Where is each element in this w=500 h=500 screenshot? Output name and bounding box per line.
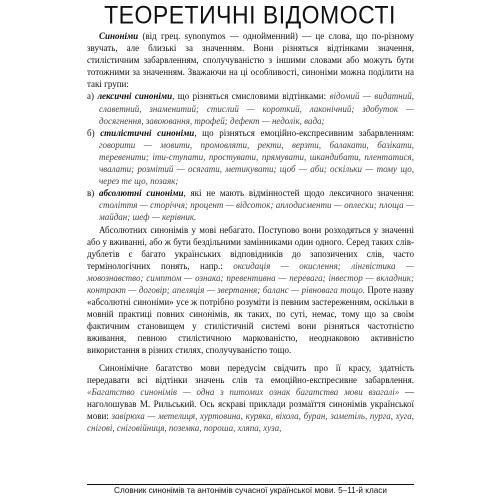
text-body [87,30,414,434]
group-text: , що різняться емоційно-експресивним забарвленням: [194,127,414,138]
group-term: лексичні синоніми [97,91,173,102]
group-lexical [87,90,414,126]
group-text: , які не мають відмінностей щодо лексичного значення: [183,188,414,199]
group-marker: б) [87,127,101,138]
group-examples: говорити — мовити, промовляти, ректи, верзти, балакати, базікати, теревенити; іти-ступати, простувати, прямувати, шкандибати, плентатися, чвалати; розмітий — осягати, метикувати; щоб — аби; оскільки — тому що, через те що, позаяк; [99,139,414,187]
group-examples: відомий — видатний, славетний, знаменитий; стислий — короткий, лаконічний; здобуток — досягнення, завоювання, трофей; дефект — недолік, вада; [99,91,414,126]
group-term: абсолютні синоніми [99,188,184,199]
group-term: стилістичні синоніми [100,127,195,138]
rylsky-quote: «Багатство синонімів — одна з питомих ознак багатства мови взагалі» [87,386,400,397]
absolute-paragraph [87,224,414,357]
absolute-examples: оксидація — окислення; лінгвістика — мовознавство; симптом — ознака; превентивна — перевага; інвестор — вкладник; контракт — договір; апеляція — звертання; баланс — рівновага тощо. [87,260,414,295]
absolute-tail: Проте назву «абсолютні синоніми» усе ж потрібно розуміти із певним застереженням, оскільки в мовній практиці повних синонімів, як таких, по суті, немає, тому що за своїм фактичним становищем у стилістичній системі вони різняться частотністю вживання, певною стилістичною маркованістю, неоднаковою активністю використання в різних стилях, сполучуваністю тощо. [87,284,414,356]
richness-mid: — наголошував М. Рильський. Ось яскраві приклади розмаїття синонімів української мови: [87,386,415,421]
page-footer: Словник синонімів та антонімів сучасної української мови. 5–11-й класи [114,486,387,495]
term-synonyms: Синоніми [99,31,139,41]
group-text: , що різняться смисловими відтінками: [172,91,330,102]
page-title: ТЕОРЕТИЧНІ ВІДОМОСТІ [104,0,396,30]
absolute-text: Абсолютних синонімів у мові небагато. Поступово вони розходяться у значенні або у вживанні, або ж бути бездільними замінниками один одного. Серед таких слів-дублетів є багато українських відповідників до запозичених слів, часто термінологічних понять, напр.: [87,224,414,271]
group-marker: в) [87,188,99,199]
intro-paragraph [87,30,414,90]
richness-examples: завірюха — метелиця, хуртовина, куряка, віхола, буран, заметіль, пурга, хуга, снігові, сніговійниця, поземка, пороша, хляпа, хуза, [87,410,414,433]
group-stylistic [87,127,414,187]
group-marker: а) [87,91,98,102]
group-examples: століття — сторіччя; процент — відсоток; аплодисменти — оплески; площа — майдан; шеф — керівник. [99,200,414,223]
richness-text: Синонімічне багатство мови передусім свідчить про її красу, здатність передавати всі відтінки значень слів та емоційно-експресивне забарвлення. [87,362,414,385]
intro-text: (від грец. synonymos — однойменний) — це слова, що по-різному звучать, але близькі за значенням. Вони різняться відтінками значення, стилістичним забарвленням, сполучуваністю з іншими словами або можуть бути тотожними за значенням. Зважаючи на ці особливості, синоніми можна поділити на такі групи: [87,31,414,90]
richness-paragraph [87,362,414,435]
group-absolute [87,187,414,223]
